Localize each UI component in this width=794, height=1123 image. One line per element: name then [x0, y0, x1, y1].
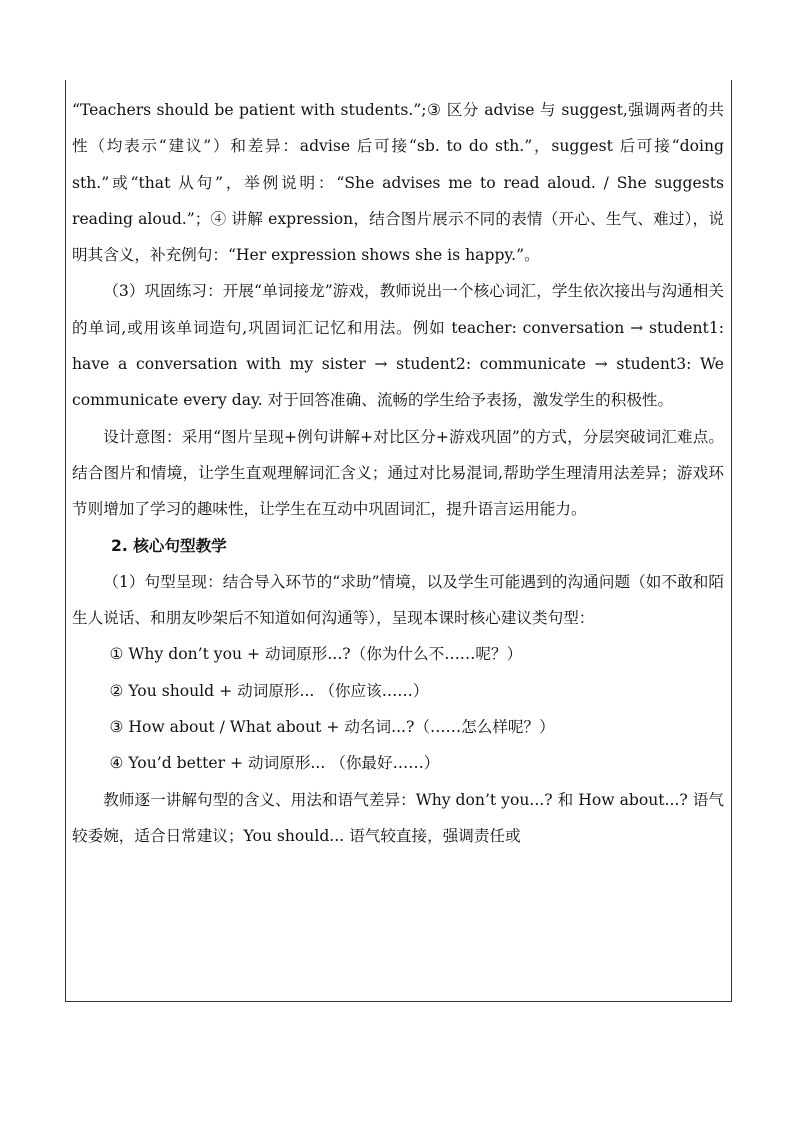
consolidation-practice-paragraph: （3）巩固练习：开展“单词接龙”游戏，教师说出一个核心词汇，学生依次接出与沟通相关的单词,或用该单词造句,巩固词汇记忆和用法。例如 teacher: conversation → student1: have a conversation with my sister → student2: communicate → student3: We communicate every day. 对于回答准确、流畅的学生给予表扬，激发学生的积极性。 — [72, 282, 724, 410]
design-intent-paragraph: 设计意图：采用“图片呈现+例句讲解+对比区分+游戏巩固”的方式，分层突破词汇难点。结合图片和情境，让学生直观理解词汇含义；通过对比易混词,帮助学生理清用法差异；游戏环节则增加了学习的趣味性，让学生在互动中巩固词汇，提升语言运用能力。 — [72, 427, 724, 519]
lesson-plan-text — [72, 92, 724, 854]
section-heading: 2. 核心句型教学 — [111, 536, 227, 555]
sentence-pattern-item: ② You should + 动词原形... （你应该……） — [109, 681, 429, 700]
sentence-pattern-item: ③ How about / What about + 动名词...?（……怎么样呢？） — [109, 718, 555, 737]
pattern-explanation-paragraph: 教师逐一讲解句型的含义、用法和语气差异：Why don’t you...? 和 How about...? 语气较委婉，适合日常建议；You should... 语气较直接，强调责任或 — [72, 790, 724, 845]
sentence-presentation-paragraph: （1）句型呈现：结合导入环节的“求助”情境，以及学生可能遇到的沟通问题（如不敢和陌生人说话、和朋友吵架后不知道如何沟通等），呈现本课时核心建议类句型： — [72, 572, 724, 628]
sentence-pattern-item: ④ You’d better + 动词原形... （你最好……） — [109, 754, 440, 773]
vocab-explanation-paragraph: “Teachers should be patient with students.”;③ 区分 advise 与 suggest,强调两者的共性（均表示“建议”）和差异：advise 后可接“sb. to do sth.”，suggest 后可接“doing sth.”或“that 从句”，举例说明：“She advises me to read aloud. / She suggests reading aloud.”；④ 讲解 expression，结合图片展示不同的表情（开心、生气、难过），说明其含义，补充例句：“Her expression shows she is happy.”。 — [72, 101, 724, 265]
sentence-pattern-item: ① Why don’t you + 动词原形...?（你为什么不……呢？） — [109, 645, 523, 664]
